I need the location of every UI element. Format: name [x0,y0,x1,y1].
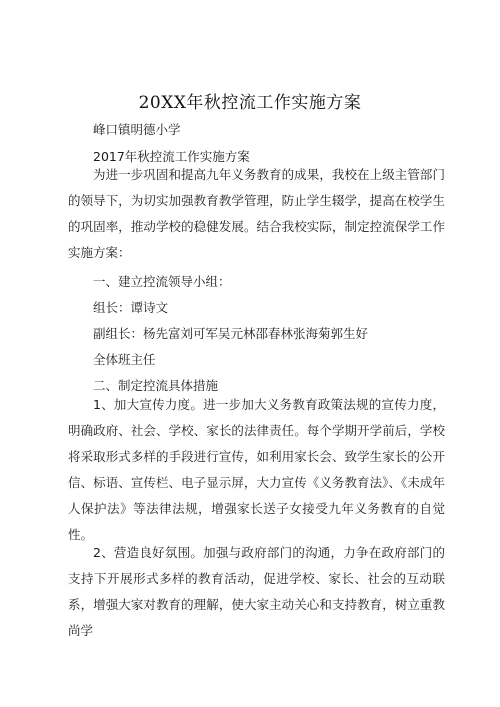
section-heading-leadership: 一、建立控流领导小组： [93,274,231,289]
document-title: 20XX年秋控流工作实施方案 [138,93,362,113]
members-line: 全体班主任 [93,352,156,367]
measure-paragraph-2: 2、营造良好氛围。加强与政府部门的沟通，力争在政府部门的支持下开展形式多样的教育活动，促进学校、家长、社会的互动联系，增强大家对教育的理解，使大家主动关心和支持教育，树立重教尚学 [68,545,445,638]
school-name: 峰口镇明德小学 [93,122,181,137]
deputy-leaders-line: 副组长：杨先富刘可军吴元林邵春林张海菊郭生好 [93,326,369,341]
leader-line: 组长：谭诗文 [93,300,169,315]
section-heading-measures: 二、制定控流具体措施 [93,378,219,393]
intro-paragraph: 为进一步巩固和提高九年义务教育的成果，我校在上级主管部门的领导下，为切实加强教育教学管理，防止学生辍学，提高在校学生的巩固率，推动学校的稳健发展。结合我校实际，制定控流保学工作实施方案： [68,167,445,260]
document-subtitle: 2017年秋控流工作实施方案 [93,149,250,164]
measure-paragraph-1: 1、加大宣传力度。进一步加大义务教育政策法规的宣传力度，明确政府、社会、学校、家长的法律责任。每个学期开学前后，学校将采取形式多样的手段进行宣传，如利用家长会、致学生家长的公开信、标语、宣传栏、电子显示屏，大力宣传《义务教育法》、《未成年人保护法》等法律法规，增强家长送子女接受九年义务教育的自觉性。 [68,397,445,542]
